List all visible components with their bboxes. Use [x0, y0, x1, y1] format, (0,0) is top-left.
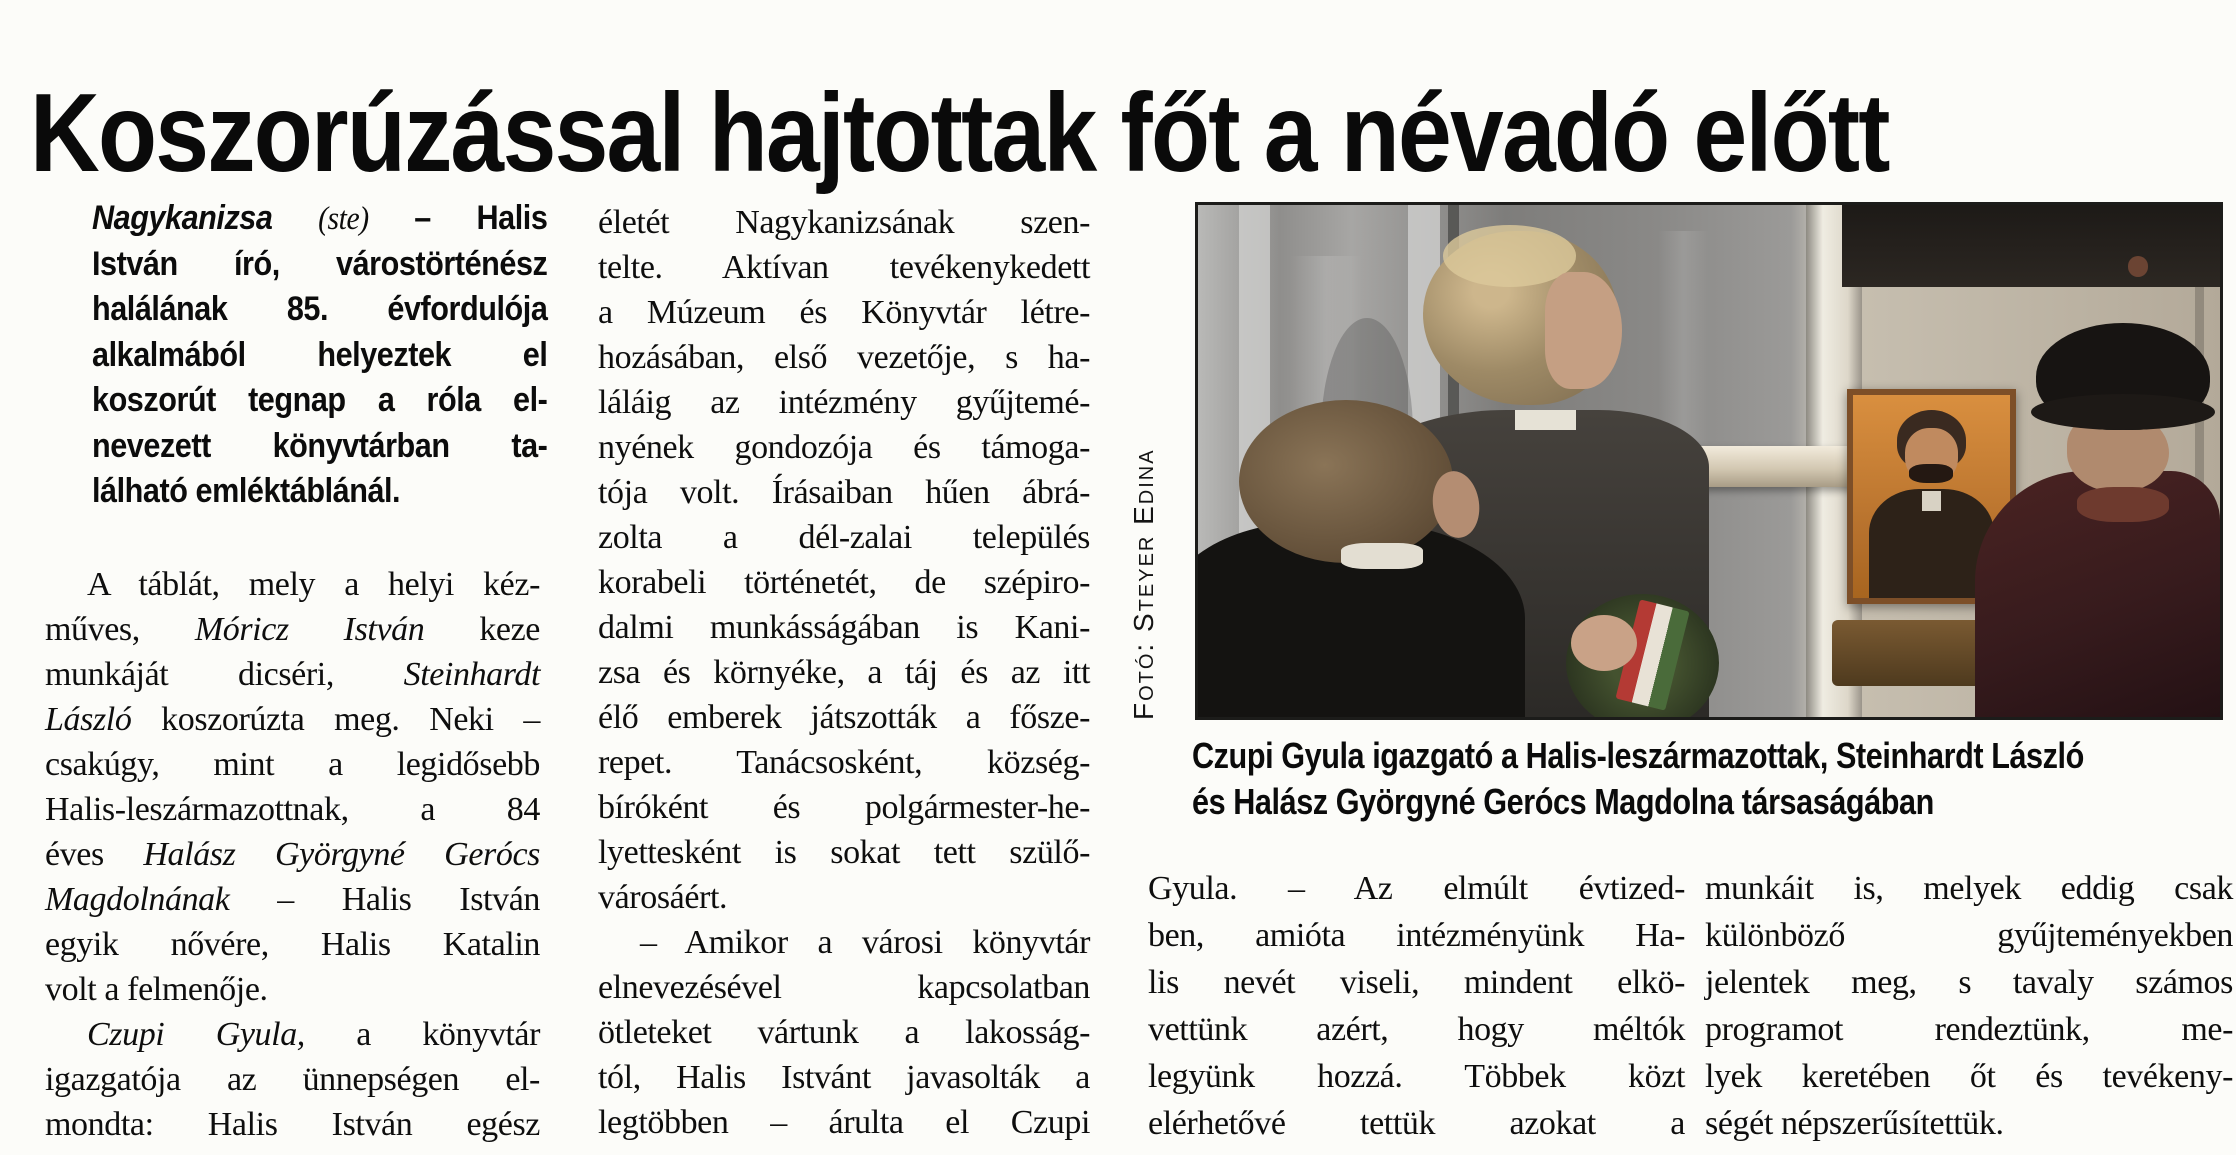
paragraph	[45, 1012, 540, 1147]
text-line: halálának 85. évfordulója	[92, 290, 548, 328]
paragraph	[598, 200, 1090, 920]
paragraph	[92, 242, 547, 515]
text-line: lis nevét viseli, mindent elkö-	[1148, 964, 1685, 1001]
woman-scarf	[2077, 487, 2169, 523]
text-line: programot rendeztünk, me-	[1705, 1011, 2233, 1048]
paragraph	[598, 920, 1090, 1145]
dateline: Nagykanizsa	[92, 199, 273, 237]
text-line: Czupi Gyula, a könyvtár	[87, 1016, 540, 1053]
text-line: Czupi Gyula igazgató a Halis-leszármazottak, Steinhardt László	[1192, 735, 2084, 776]
text-line: elnevezésével kapcsolatban	[598, 969, 1090, 1006]
text-line: – Amikor a városi könyvtár	[640, 924, 1090, 961]
text-line: élő emberek játszották a fősze-	[598, 699, 1090, 736]
article-headline: Koszorúzással hajtottak főt a névadó előtt	[30, 71, 1889, 196]
text-line: lálható emléktáblánál.	[92, 472, 401, 510]
text-line: László koszorúzta meg. Neki –	[45, 701, 540, 738]
text-line: repet. Tanácsosként, község-	[598, 744, 1090, 781]
portrait-mustache	[1909, 464, 1953, 482]
lead-paragraph	[92, 196, 547, 515]
text-line: Halis-leszármazottnak, a 84	[45, 791, 540, 828]
text-line: István író, várostörténész	[92, 244, 548, 283]
article-photo	[1195, 202, 2223, 720]
text-line: legyünk hozzá. Többek közt	[1148, 1058, 1685, 1095]
text-line: lyek keretében őt és tevékeny-	[1705, 1058, 2233, 1095]
text-line: volt a felmenője.	[45, 971, 268, 1008]
text-line: telte. Aktívan tevékenykedett	[598, 249, 1090, 286]
article-column-1	[45, 562, 540, 1147]
text-line: koszorút tegnap a róla el-	[92, 381, 548, 419]
text-line: munkáját dicséri, Steinhardt	[45, 656, 540, 693]
door-knob	[2128, 256, 2148, 276]
text-line: munkáit is, melyek eddig csak	[1705, 870, 2233, 907]
text-line: alkalmából helyeztek el	[92, 335, 548, 374]
man-left-collar	[1341, 543, 1423, 569]
paragraph	[1705, 866, 2233, 1148]
text-line: jelentek meg, s tavaly számos	[1705, 964, 2233, 1001]
text-line: elérhetővé tettük azokat a	[1148, 1105, 1685, 1142]
text-line: korabeli történetét, de szépiro-	[598, 564, 1090, 601]
text-line: életét Nagykanizsának szen-	[598, 204, 1090, 241]
text-line: mondta: Halis István egész	[45, 1106, 540, 1143]
text-line: igazgatója az ünnepségen el-	[45, 1061, 540, 1098]
lead-lines	[92, 242, 547, 515]
text-line: lyettesként is sokat tett szülő-	[598, 834, 1090, 871]
photo-caption	[1192, 733, 2195, 825]
man-center-collar	[1515, 410, 1576, 430]
text-line: különböző gyűjteményekben	[1705, 917, 2233, 954]
text-line: ségét népszerűsítettük.	[1705, 1105, 2004, 1142]
byline: (ste)	[318, 201, 369, 237]
man-left-head	[1239, 400, 1454, 564]
text-line: egyik nővére, Halis Katalin	[45, 926, 540, 963]
article-column-2	[598, 200, 1090, 1145]
text-line: éves Halász Györgyné Gerócs	[45, 836, 540, 873]
paragraph	[1148, 866, 1685, 1148]
man-center-face	[1545, 272, 1622, 390]
hand	[1571, 615, 1637, 671]
portrait-collar	[1922, 491, 1941, 511]
text-line: műves, Móricz István keze	[45, 611, 540, 648]
text-line: legtöbben – árulta el Czupi	[598, 1104, 1090, 1141]
text-line: bíróként és polgármester-he-	[598, 789, 1090, 826]
text-line: Gyula. – Az elmúlt évtized-	[1148, 870, 1685, 907]
paragraph	[1192, 733, 2195, 825]
text-line: a Múzeum és Könyvtár létre-	[598, 294, 1090, 331]
text-line: tója volt. Írásaiban hűen ábrá-	[598, 474, 1090, 511]
text-line: nyének gondozója és támoga-	[598, 429, 1090, 466]
lead-first-line-rest: – Halis	[414, 199, 548, 237]
text-line: nevezett könyvtárban ta-	[92, 426, 548, 465]
text-line: A táblát, mely a helyi kéz-	[87, 566, 540, 603]
text-line: Magdolnának – Halis István	[45, 881, 540, 918]
text-line: ben, amióta intézményünk Ha-	[1148, 917, 1685, 954]
paragraph	[45, 562, 540, 1012]
text-line: vettünk azért, hogy méltók	[1148, 1011, 1685, 1048]
text-line: tól, Halis Istvánt javasolták a	[598, 1059, 1090, 1096]
top-dark-band	[1842, 205, 2220, 287]
text-line: zolta a dél-zalai település	[598, 519, 1090, 556]
lead-first-line	[92, 196, 547, 242]
text-line: zsa és környéke, a táj és az itt	[598, 654, 1090, 691]
article-column-3	[1148, 866, 1685, 1148]
text-line: dalmi munkásságában is Kani-	[598, 609, 1090, 646]
text-line: láláig az intézmény gyűjtemé-	[598, 384, 1090, 421]
woman-hat-brim	[2031, 394, 2215, 430]
text-line: ötleteket vártunk a lakosság-	[598, 1014, 1090, 1051]
text-line: és Halász Györgyné Gerócs Magdolna társaságában	[1192, 781, 1934, 822]
text-line: csakúgy, mint a legidősebb	[45, 746, 540, 783]
photo-credit: Fotó: Steyer Edina	[1128, 448, 1159, 720]
article-column-4	[1705, 866, 2233, 1148]
text-line: városáért.	[598, 879, 728, 916]
text-line: hozásában, első vezetője, s ha-	[598, 339, 1090, 376]
